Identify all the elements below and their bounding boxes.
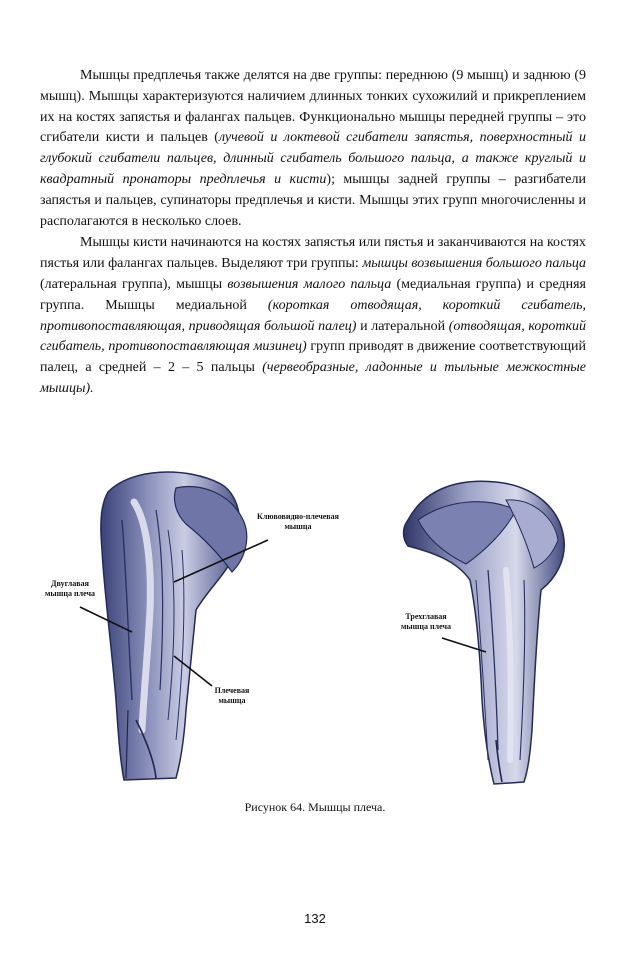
label-triceps: мышца плеча (400, 622, 452, 631)
paragraph-hand-muscles (40, 233, 586, 399)
back-arm-illustration (404, 481, 565, 784)
text-run: ); мышцы задней группы – разгибатели запястья и пальцев, супинаторы предплечья и кисти. Мышцы этих групп многочисленны и располагаются в несколько слоев. (40, 171, 586, 229)
text-run: (латеральная группа), мышцы (40, 276, 228, 292)
text-run: Мышцы предплечья также делятся на две группы: переднюю (9 мышц) и заднюю (9 мышц). Мышцы характеризуются наличием длинных тонких сухожилий и прикреплением их на костях запястья и фалангах пальцев. Функционально мышцы передней группы – это сгибатели кисти и пальцев ( (40, 68, 586, 146)
text-run-italic: лучевой и локтевой сгибатели запястья, поверхностный и глубокий сгибатели пальцев, длинный сгибатель большого пальца, а также круглый и квадратный пронаторы предплечья и кисти (40, 130, 586, 187)
text-run: групп приводят в движение соответствующий палец, а средней – 2 – 5 пальцы (40, 339, 586, 376)
figure-caption: Рисунок 64. Мышцы плеча. (244, 800, 386, 814)
anatomy-illustration (36, 460, 596, 800)
text-run-italic: (отводящая, короткий сгибатель, противопоставляющая мизинец) (40, 318, 586, 355)
text-run-italic: (червеобразные, ладонные и тыльные межкостные мышцы). (40, 360, 586, 396)
label-triceps: Трехглавая (405, 612, 447, 621)
front-arm-illustration (101, 472, 247, 780)
paragraph-forearm-muscles (40, 66, 586, 232)
label-biceps: Двуглавая (51, 579, 89, 588)
label-brachialis: Плечевая (214, 686, 250, 695)
page-number: 132 (304, 911, 326, 926)
text-run: и латеральной (356, 318, 449, 334)
body-text (40, 66, 586, 400)
label-biceps: мышца плеча (44, 589, 96, 598)
text-run-italic: (короткая отводящая, короткий сгибатель, противопоставляющая, приводящая большой палец) (40, 297, 586, 334)
text-run-italic: мышцы возвышения большого пальца (362, 256, 586, 272)
text-run: Мышцы кисти начинаются на костях запястья или пястья и заканчиваются на костях пястья или фалангах пальцев. Выделяют три группы: (40, 235, 586, 272)
text-run-italic: возвышения малого пальца (227, 276, 392, 292)
label-brachialis: мышца (218, 696, 246, 705)
figure-shoulder-muscles (36, 460, 596, 800)
label-coracobrachialis: мышца (284, 522, 312, 531)
label-coracobrachialis: Клювовидно-плечевая (257, 512, 339, 521)
text-run: (медиальная группа) и средняя группа. Мышцы медиальной (40, 276, 586, 313)
